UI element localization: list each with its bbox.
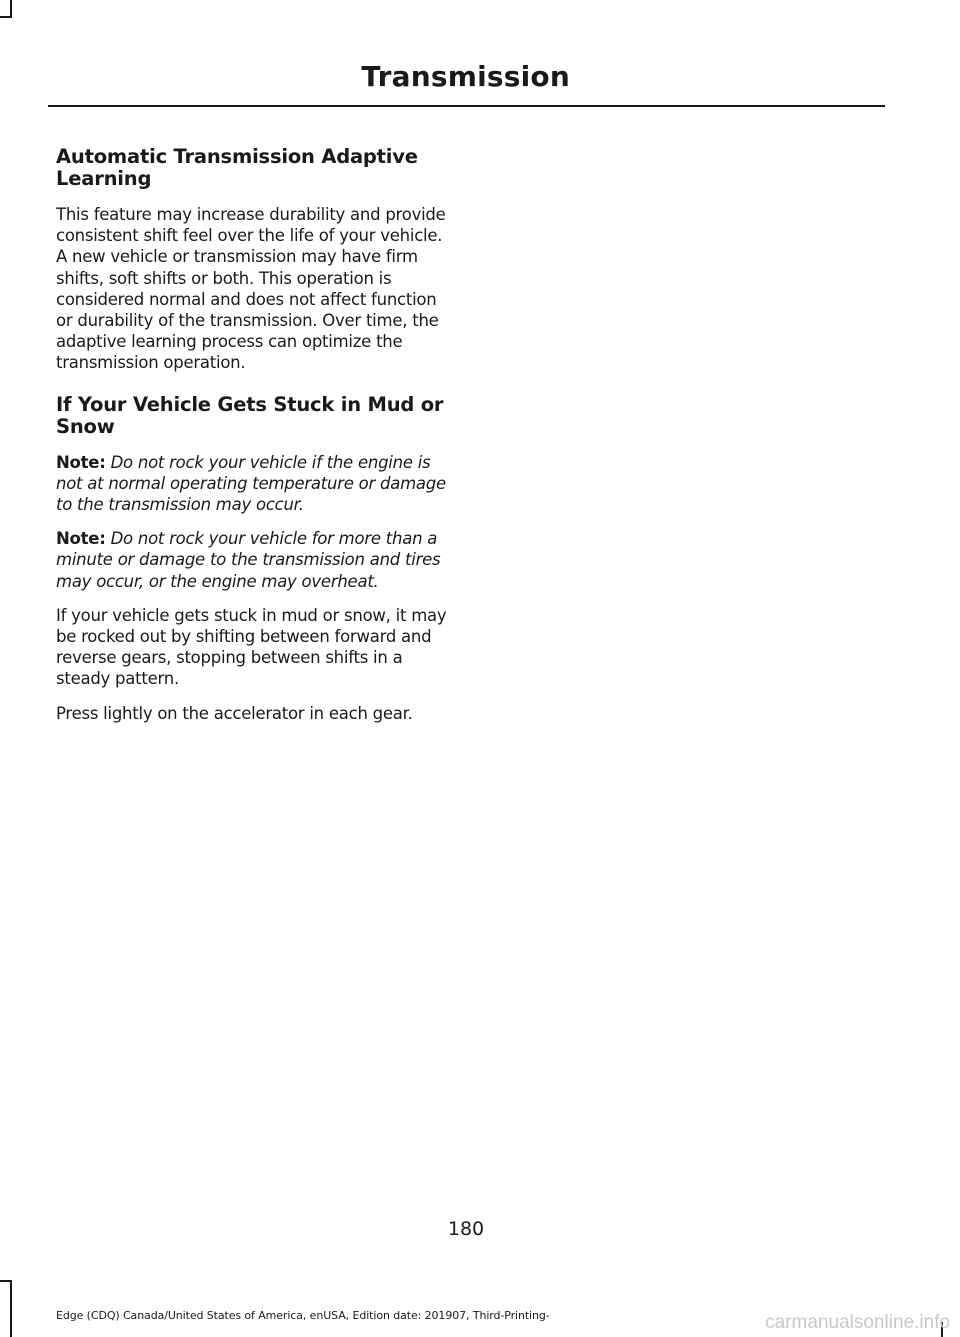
page-number: 180 [447,1218,485,1240]
footer-edition-info: Edge (CDQ) Canada/United States of America, enUSA, Edition date: 201907, Third-Printing- [56,1309,550,1322]
note-text: Do not rock your vehicle for more than a minute or damage to the transmission and tires may occur, or the engine may overheat. [56,529,441,591]
page-header-title: Transmission [361,60,570,93]
main-content [56,146,448,737]
crop-mark-top-left [0,16,12,18]
paragraph-adaptive-learning: This feature may increase durability and provide consistent shift feel over the life of your vehicle. A new vehicle or transmission may have firm shifts, soft shifts or both. This operation is considered normal and does not affect function or durability of the transmission. Over time, the adaptive learning process can optimize the transmission operation. [56,205,446,373]
note-paragraph [56,528,448,592]
section-heading-adaptive-learning: Automatic Transmission Adaptive Learning [56,145,418,190]
crop-mark-bottom-left [10,1280,12,1337]
note-label: Note: [56,529,106,549]
paragraph-rocking-instructions: If your vehicle gets stuck in mud or snow, it may be rocked out by shifting between forward and reverse gears, stopping between shifts in a steady pattern. [56,605,447,689]
note-label: Note: [56,452,106,472]
paragraph-accelerator: Press lightly on the accelerator in each gear. [56,703,413,723]
crop-mark-bottom-left [0,1280,12,1282]
note-paragraph [56,452,448,516]
section-heading-stuck-in-mud: If Your Vehicle Gets Stuck in Mud or Snow [56,392,444,438]
note-text: Do not rock your vehicle if the engine is not at normal operating temperature or damage to the transmission may occur. [56,452,446,515]
header-divider [48,105,885,107]
watermark: carmanualsonline.info [765,1312,950,1333]
